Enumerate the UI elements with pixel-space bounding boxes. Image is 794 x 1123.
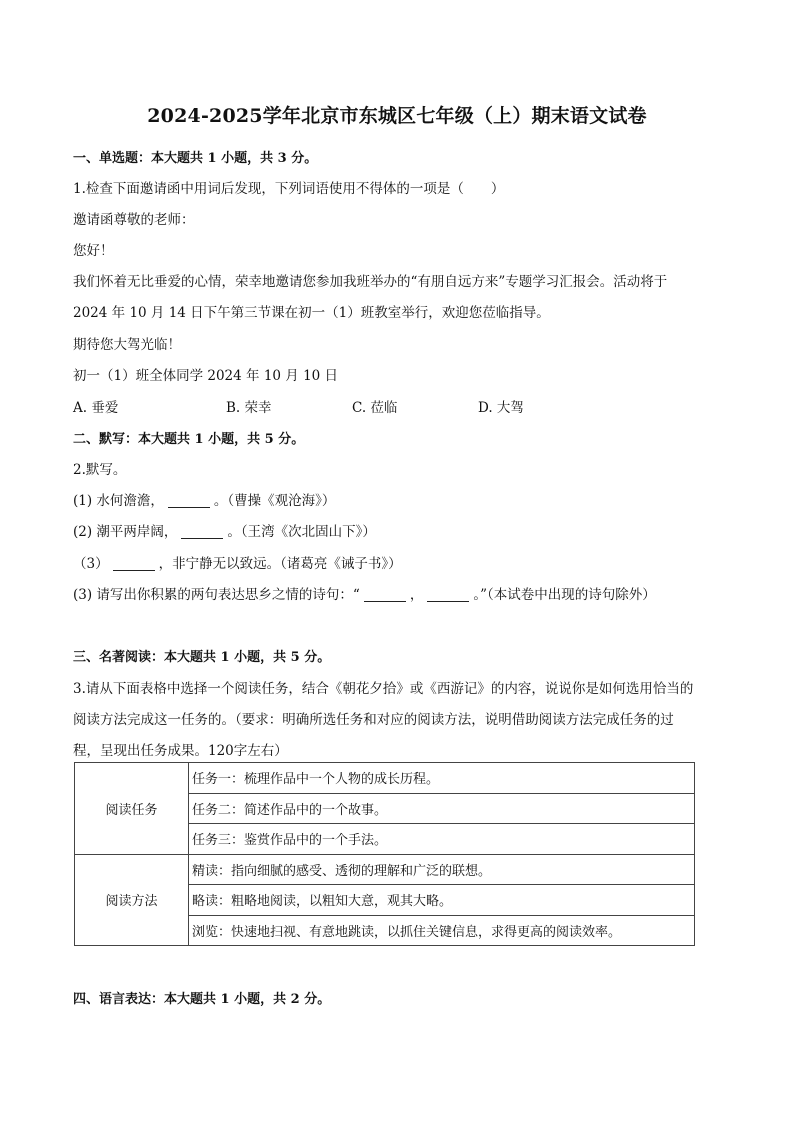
tasks-label: 阅读任务 bbox=[75, 763, 189, 855]
q3-stem-line-1: 3.请从下面表格中选择一个阅读任务，结合《朝花夕拾》或《西游记》的内容，说说你是如何选用恰当的 bbox=[73, 681, 694, 697]
section-heading-2: 二、默写：本大题共 1 小题，共 5 分。 bbox=[73, 432, 305, 447]
q2-item-1 bbox=[73, 489, 335, 509]
q2-item-4-post: 。”（本试卷中出现的诗句除外） bbox=[473, 587, 656, 603]
method-2: 略读：粗略地阅读，以粗知大意，观其大略。 bbox=[189, 885, 695, 916]
q2-item-4-mid: ， bbox=[409, 587, 424, 603]
q2-item-4-pre: (3) 请写出你积累的两句表达思乡之情的诗句：“ bbox=[73, 587, 360, 603]
task-3: 任务三：鉴赏作品中的一个手法。 bbox=[189, 824, 695, 855]
q2-item-1-blank[interactable] bbox=[168, 494, 210, 509]
q2-item-3-post: ，非宁静无以致远。（诸葛亮《诫子书》） bbox=[158, 556, 402, 572]
q3-stem-line-2: 阅读方法完成这一任务的。（要求：明确所选任务和对应的阅读方法，说明借助阅读方法完成任务的过 bbox=[73, 712, 674, 728]
task-1: 任务一：梳理作品中一个人物的成长历程。 bbox=[189, 763, 695, 794]
q1-closing: 期待您大驾光临！ bbox=[73, 337, 181, 353]
reading-table bbox=[74, 762, 695, 946]
q2-item-4 bbox=[73, 583, 656, 603]
q2-item-1-post: 。（曹操《观沧海》） bbox=[213, 493, 336, 509]
q1-body-line-1: 我们怀着无比垂爱的心情，荣幸地邀请您参加我班举办的“有朋自远方来”专题学习汇报会。活动将于 bbox=[73, 274, 668, 290]
section-heading-3: 三、名著阅读：本大题共 1 小题，共 5 分。 bbox=[73, 650, 331, 665]
q1-option-c[interactable]: C. 莅临 bbox=[352, 400, 398, 416]
table-row bbox=[75, 854, 695, 885]
q2-item-2-post: 。（王湾《次北固山下》） bbox=[227, 524, 376, 540]
q1-stem: 1.检查下面邀请函中用词后发现，下列词语使用不得体的一项是（ ） bbox=[73, 181, 505, 197]
q1-body-line-2: 2024 年 10 月 14 日下午第三节课在初一（1）班教室举行，欢迎您莅临指导。 bbox=[73, 305, 550, 321]
q2-item-4-blank-2[interactable] bbox=[427, 588, 469, 603]
q2-item-4-blank-1[interactable] bbox=[364, 588, 406, 603]
q3-stem-line-3: 程，呈现出任务成果。120字左右） bbox=[73, 743, 288, 759]
table-row bbox=[75, 763, 695, 794]
q2-item-3 bbox=[73, 552, 402, 572]
q1-option-b[interactable]: B. 荣幸 bbox=[226, 400, 272, 416]
method-1: 精读：指向细腻的感受、透彻的理解和广泛的联想。 bbox=[189, 854, 695, 885]
q1-salutation: 邀请函尊敬的老师： bbox=[73, 212, 195, 228]
task-2: 任务二：简述作品中的一个故事。 bbox=[189, 793, 695, 824]
q2-item-2 bbox=[73, 520, 376, 540]
q1-option-a[interactable]: A. 垂爱 bbox=[73, 400, 119, 416]
q2-item-2-pre: (2) 潮平两岸阔， bbox=[73, 524, 178, 540]
methods-label: 阅读方法 bbox=[75, 854, 189, 946]
q1-greeting: 您好！ bbox=[73, 243, 114, 259]
q1-signature: 初一（1）班全体同学 2024 年 10 月 10 日 bbox=[73, 368, 339, 384]
page-title: 2024-2025学年北京市东城区七年级（上）期末语文试卷 bbox=[147, 105, 647, 127]
q2-item-3-blank[interactable] bbox=[113, 557, 155, 572]
q2-item-2-blank[interactable] bbox=[181, 525, 223, 540]
section-heading-1: 一、单选题：本大题共 1 小题，共 3 分。 bbox=[73, 151, 318, 166]
q1-option-d[interactable]: D. 大驾 bbox=[478, 400, 524, 416]
q2-stem: 2.默写。 bbox=[73, 462, 127, 478]
method-3: 浏览：快速地扫视、有意地跳读，以抓住关键信息，求得更高的阅读效率。 bbox=[189, 915, 695, 946]
q2-item-1-pre: (1) 水何澹澹， bbox=[73, 493, 164, 509]
q2-item-3-pre: （3） bbox=[73, 556, 109, 572]
section-heading-4: 四、语言表达：本大题共 1 小题，共 2 分。 bbox=[73, 992, 331, 1007]
